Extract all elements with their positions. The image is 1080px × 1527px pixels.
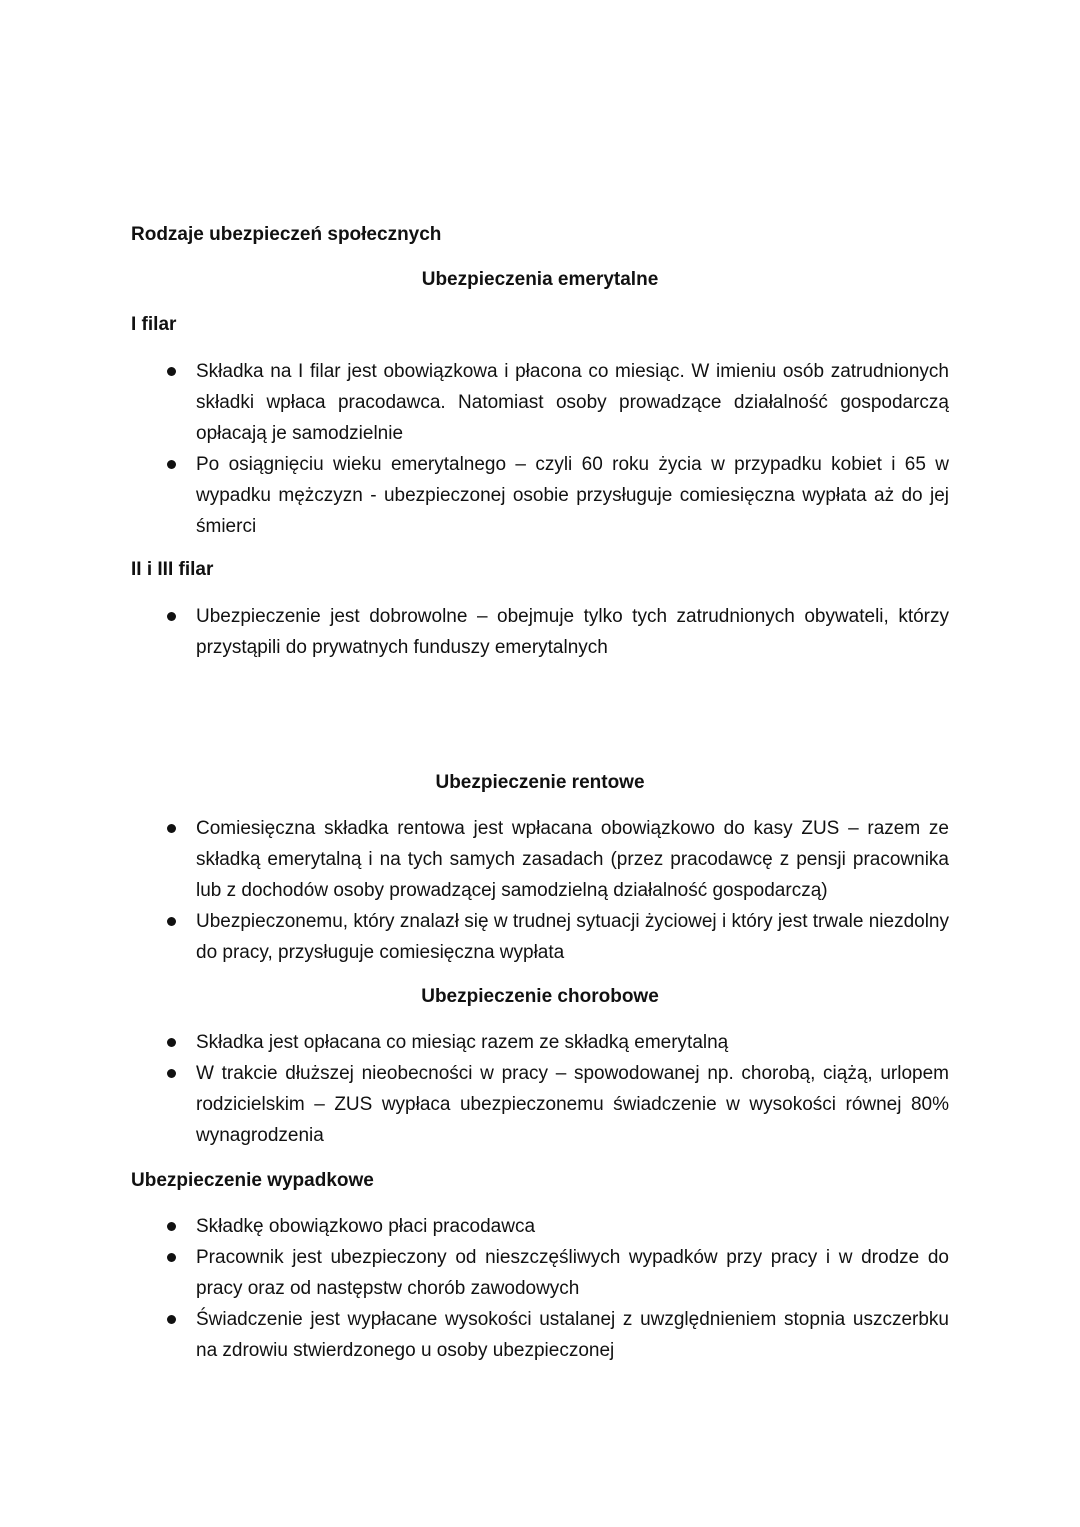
bullet-list-wypadkowe [0, 1211, 1080, 1366]
list-item [0, 356, 1080, 449]
bullet-list-filar-1 [0, 356, 1080, 542]
list-item [0, 906, 1080, 968]
list-item-text: Ubezpieczenie jest dobrowolne – obejmuje tylko tych zatrudnionych obywateli, którzy przystąpili do prywatnych funduszy emerytalnych [196, 606, 949, 658]
section-heading-rentowe: Ubezpieczenie rentowe [435, 772, 645, 793]
list-item [0, 1304, 1080, 1366]
list-item-text: Składka na I filar jest obowiązkowa i płacona co miesiąc. W imieniu osób zatrudnionych składki wpłaca pracodawca. Natomiast osoby prowadzące działalność gospodarczą opłacają je samodzielnie [196, 361, 949, 444]
section-heading-wypadkowe: Ubezpieczenie wypadkowe [131, 1170, 374, 1191]
list-item-text: W trakcie dłuższej nieobecności w pracy – spowodowanej np. chorobą, ciążą, urlopem rodzicielskim – ZUS wypłaca ubezpieczonemu świadczenie w wysokości równej 80% wynagrodzenia [196, 1063, 949, 1146]
list-item-text: Składka jest opłacana co miesiąc razem ze składką emerytalną [196, 1032, 729, 1053]
list-item [0, 1027, 1080, 1058]
list-item-text: Ubezpieczonemu, który znalazł się w trudnej sytuacji życiowej i który jest trwale niezdolny do pracy, przysługuje comiesięczna wypłata [196, 911, 949, 963]
bullet-list-chorobowe [0, 1027, 1080, 1151]
bullet-list-rentowe [0, 813, 1080, 968]
bullet-icon [167, 460, 176, 469]
list-item [0, 1058, 1080, 1151]
list-item-text: Składkę obowiązkowo płaci pracodawca [196, 1216, 536, 1237]
bullet-icon [167, 1253, 176, 1262]
bullet-icon [167, 1038, 176, 1047]
subheading-filar-2-3: II i III filar [131, 559, 214, 580]
section-heading-emerytalne: Ubezpieczenia emerytalne [421, 269, 659, 290]
document-title: Rodzaje ubezpieczeń społecznych [131, 224, 442, 245]
list-item-text: Pracownik jest ubezpieczony od nieszczęśliwych wypadków przy pracy i w drodze do pracy oraz od następstw chorób zawodowych [196, 1247, 949, 1299]
section-heading-chorobowe: Ubezpieczenie chorobowe [421, 986, 659, 1007]
bullet-icon [167, 1069, 176, 1078]
list-item-text: Po osiągnięciu wieku emerytalnego – czyli 60 roku życia w przypadku kobiet i 65 w wypadku mężczyzn - ubezpieczonej osobie przysługuje comiesięczna wypłata aż do jej śmierci [196, 454, 949, 537]
bullet-icon [167, 367, 176, 376]
list-item [0, 601, 1080, 663]
list-item [0, 1242, 1080, 1304]
bullet-icon [167, 917, 176, 926]
list-item [0, 449, 1080, 542]
bullet-icon [167, 612, 176, 621]
subheading-filar-1: I filar [131, 314, 177, 335]
list-item-text: Comiesięczna składka rentowa jest wpłacana obowiązkowo do kasy ZUS – razem ze składką emerytalną i na tych samych zasadach (przez pracodawcę z pensji pracownika lub z dochodów osoby prowadzącej samodzielną działalność gospodarczą) [196, 818, 949, 901]
bullet-icon [167, 1222, 176, 1231]
bullet-icon [167, 1315, 176, 1324]
bullet-icon [167, 824, 176, 833]
list-item [0, 813, 1080, 906]
list-item [0, 1211, 1080, 1242]
list-item-text: Świadczenie jest wypłacane wysokości ustalanej z uwzględnieniem stopnia uszczerbku na zdrowiu stwierdzonego u osoby ubezpieczonej [196, 1309, 949, 1361]
bullet-list-filar-2-3 [0, 601, 1080, 663]
